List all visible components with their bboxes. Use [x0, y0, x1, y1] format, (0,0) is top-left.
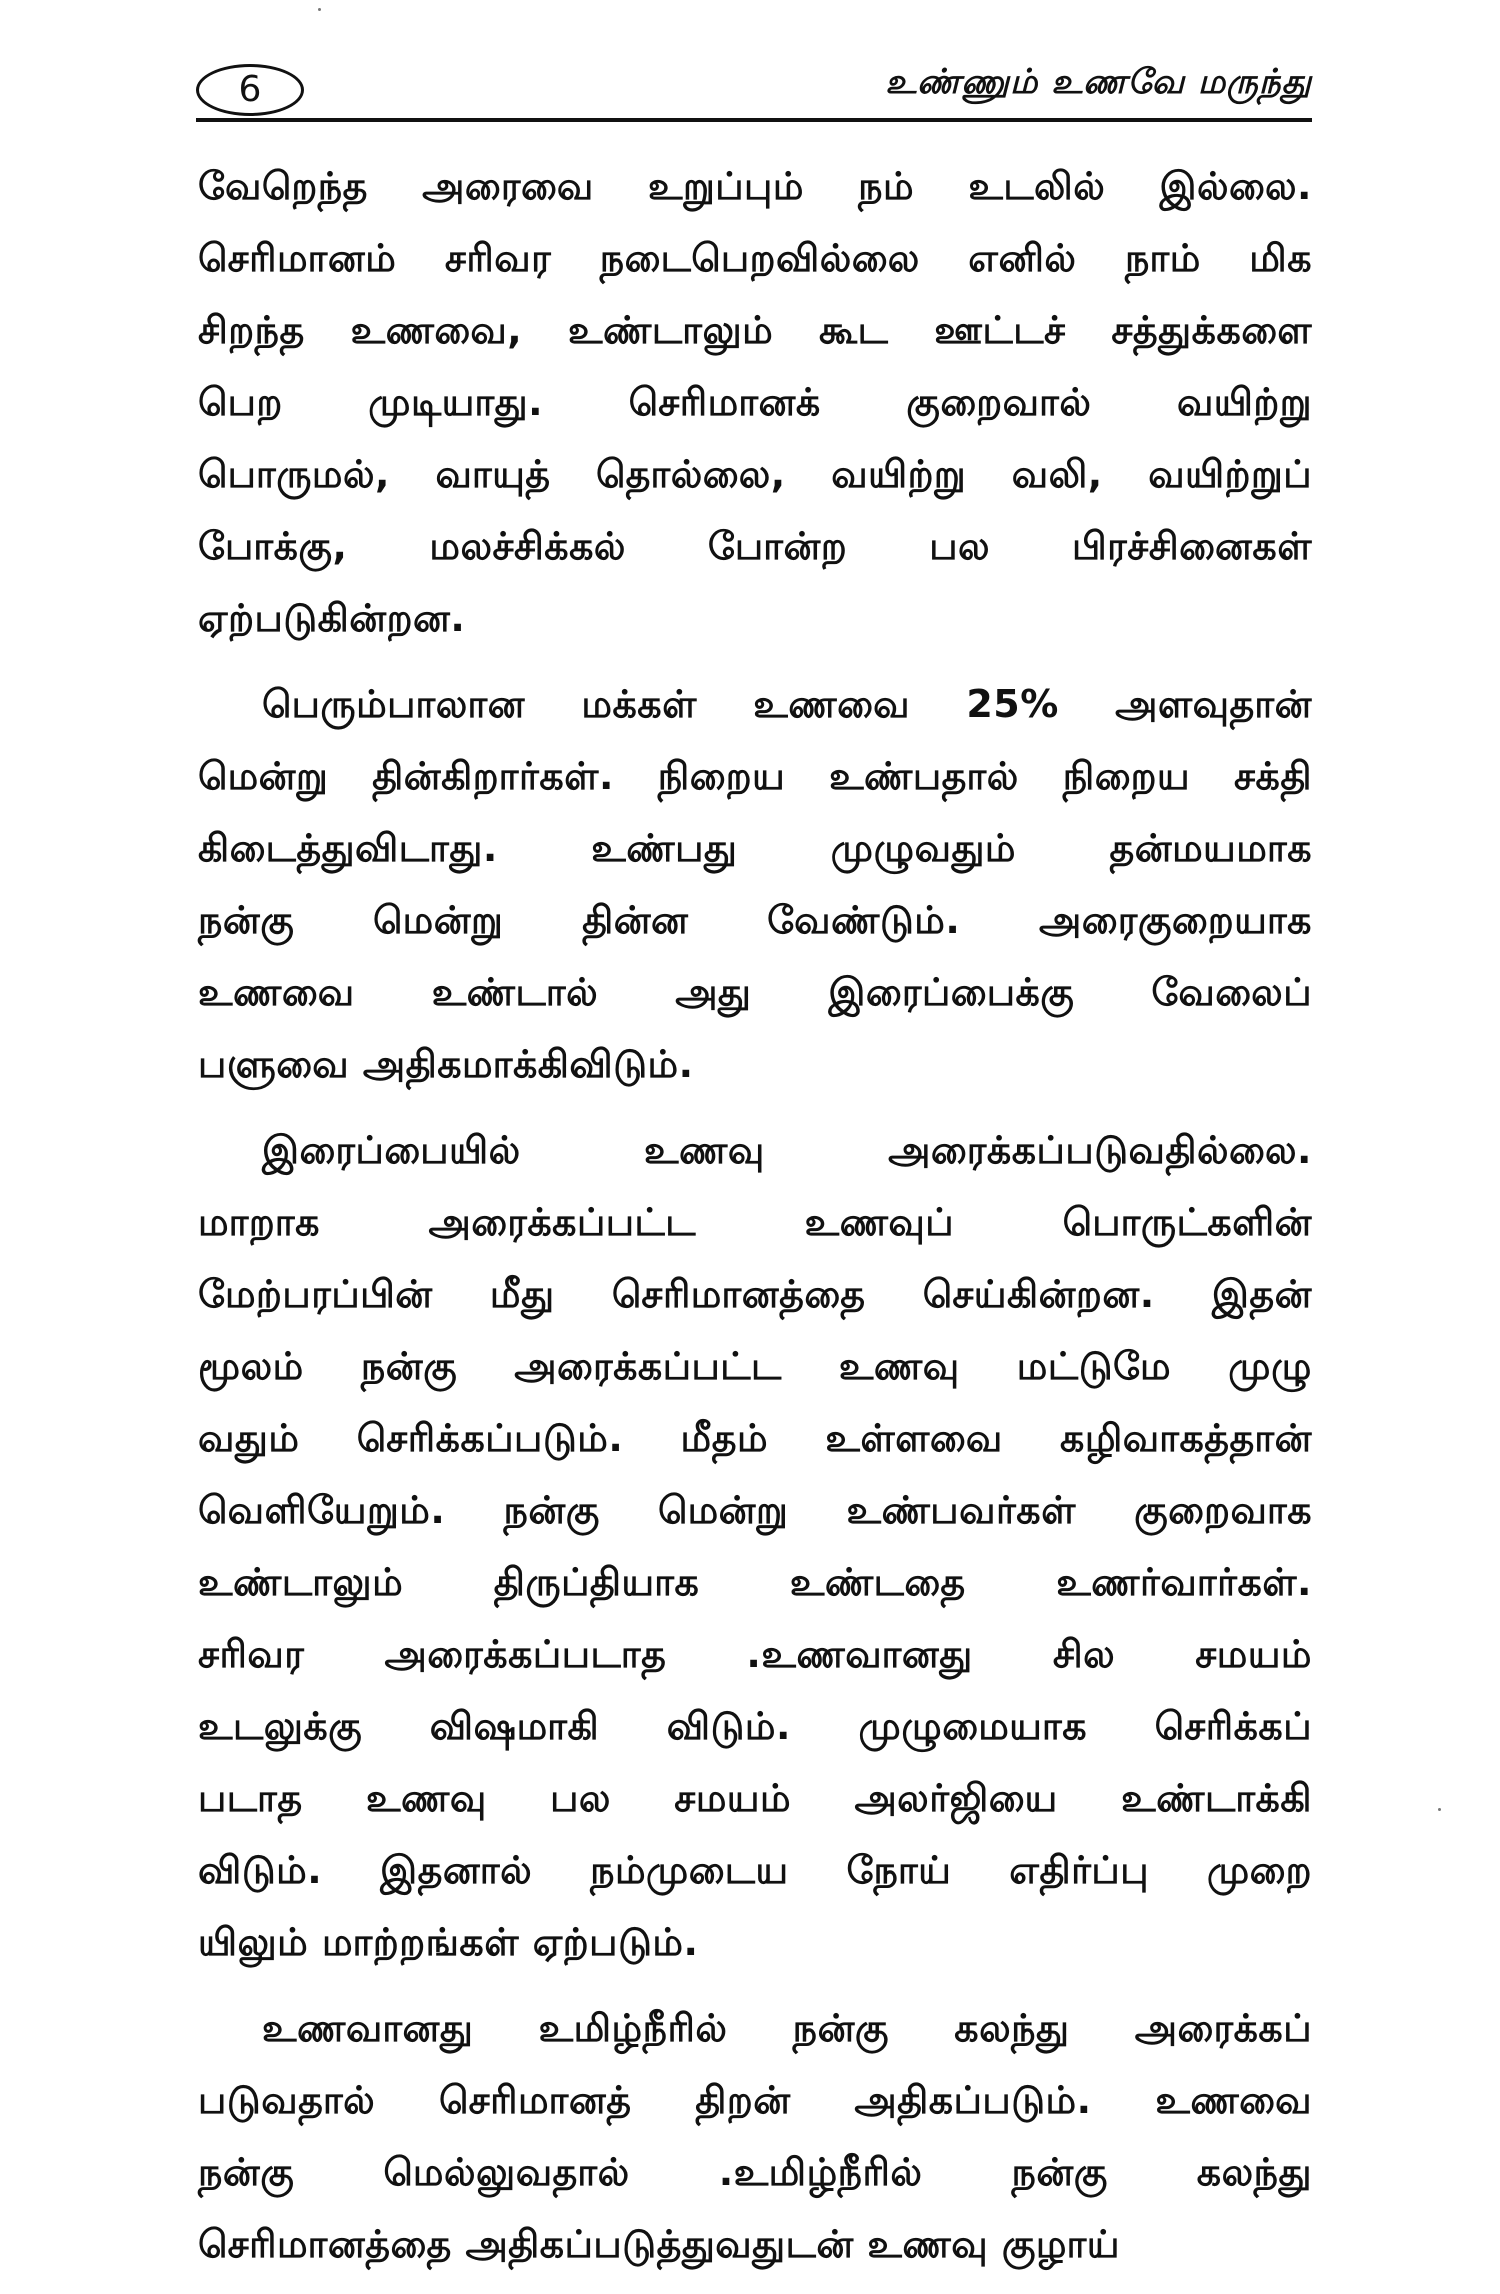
text-line: உணவானது உமிழ்நீரில் நன்கு கலந்து அரைக்கப்	[262, 2006, 1312, 2050]
scan-speck	[1438, 1808, 1441, 1811]
text-line: வெளியேறும். நன்கு மென்று உண்பவர்கள் குறைவாக	[198, 1488, 1312, 1532]
text-line: செரிமானம் சரிவர நடைபெறவில்லை எனில் நாம் மிக	[198, 236, 1312, 280]
text-line: செரிமானத்தை அதிகப்படுத்துவதுடன் உணவு குழாய்	[198, 2222, 1120, 2266]
paragraph	[198, 668, 1312, 1100]
text-line: உடலுக்கு விஷமாகி விடும். முழுமையாக செரிக்கப்	[198, 1704, 1312, 1748]
page-number-oval	[196, 64, 304, 116]
running-title: உண்ணும் உணவே மருந்து	[885, 62, 1312, 102]
text-line: நன்கு மெல்லுவதால் .உமிழ்நீரில் நன்கு கலந்து	[198, 2150, 1312, 2194]
text-line: பளுவை அதிகமாக்கிவிடும்.	[198, 1042, 694, 1086]
text-line: யிலும் மாற்றங்கள் ஏற்படும்.	[198, 1920, 699, 1964]
text-line: பெரும்பாலான மக்கள் உணவை 25% அளவுதான்	[262, 682, 1312, 726]
text-line: போக்கு, மலச்சிக்கல் போன்ற பல பிரச்சினைகள்	[198, 524, 1312, 568]
text-line: மூலம் நன்கு அரைக்கப்பட்ட உணவு மட்டுமே முழு	[198, 1344, 1312, 1388]
page-header	[196, 62, 1312, 126]
body-text	[198, 150, 1312, 2294]
paragraph	[198, 1992, 1312, 2280]
text-line: பொருமல், வாயுத் தொல்லை, வயிற்று வலி, வயிற்றுப்	[198, 452, 1312, 496]
text-line: சிறந்த உணவை, உண்டாலும் கூட ஊட்டச் சத்துக்களை	[198, 308, 1312, 352]
text-line: ஏற்படுகின்றன.	[198, 596, 466, 640]
text-line: படாத உணவு பல சமயம் அலர்ஜியை உண்டாக்கி	[198, 1776, 1312, 1820]
page-number: 6	[238, 69, 262, 110]
text-line: நன்கு மென்று தின்ன வேண்டும். அரைகுறையாக	[198, 898, 1312, 942]
text-line: மென்று தின்கிறார்கள். நிறைய உண்பதால் நிறைய சக்தி	[198, 754, 1312, 798]
header-rule	[196, 118, 1312, 122]
text-line: பெற முடியாது. செரிமானக் குறைவால் வயிற்று	[198, 380, 1312, 424]
text-line: இரைப்பையில் உணவு அரைக்கப்படுவதில்லை.	[262, 1128, 1312, 1172]
text-line: விடும். இதனால் நம்முடைய நோய் எதிர்ப்பு முறை	[198, 1848, 1312, 1892]
paragraph	[198, 150, 1312, 654]
scan-speck	[318, 8, 321, 11]
text-line: மாறாக அரைக்கப்பட்ட உணவுப் பொருட்களின்	[198, 1200, 1312, 1244]
text-line: படுவதால் செரிமானத் திறன் அதிகப்படும். உணவை	[198, 2078, 1312, 2122]
text-line: உண்டாலும் திருப்தியாக உண்டதை உணர்வார்கள்.	[198, 1560, 1312, 1604]
paragraph	[198, 1114, 1312, 1978]
text-line: உணவை உண்டால் அது இரைப்பைக்கு வேலைப்	[198, 970, 1312, 1014]
text-line: சரிவர அரைக்கப்படாத .உணவானது சில சமயம்	[198, 1632, 1312, 1676]
text-line: வேறெந்த அரைவை உறுப்பும் நம் உடலில் இல்லை.	[198, 164, 1312, 208]
text-line: கிடைத்துவிடாது. உண்பது முழுவதும் தன்மயமாக	[198, 826, 1312, 870]
text-line: மேற்பரப்பின் மீது செரிமானத்தை செய்கின்றன. இதன்	[198, 1272, 1312, 1316]
text-line: வதும் செரிக்கப்படும். மீதம் உள்ளவை கழிவாகத்தான்	[198, 1416, 1312, 1460]
